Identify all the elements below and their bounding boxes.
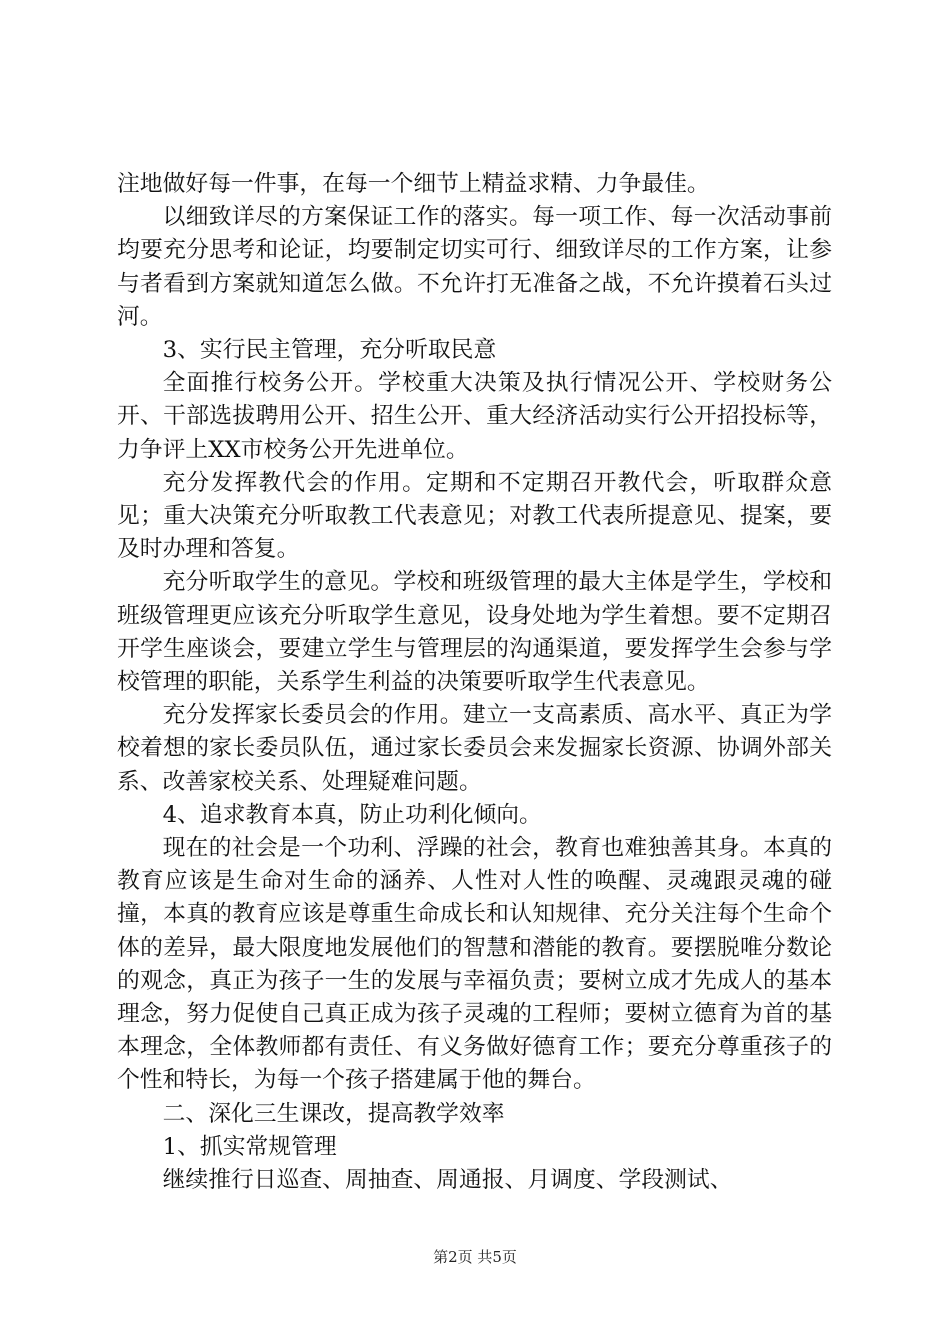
paragraph: 继续推行日巡查、周抽查、周通报、月调度、学段测试、 [162,1167,733,1194]
paragraph: 充分听取学生的意见。学校和班级管理的最大主体是学生，学校和班级管理更应该充分听取学生意见，设身处地为学生着想。要不定期召开学生座谈会，要建立学生与管理层的沟通渠道，要发挥学生会参与学校管理的职能，关系学生利益的决策要听取学生代表意见。 [117,569,832,696]
paragraph: 充分发挥家长委员会的作用。建立一支高素质、高水平、真正为学校着想的家长委员队伍，通过家长委员会来发掘家长资源、协调外部关系、改善家校关系、处理疑难问题。 [117,702,832,795]
paragraph: 二、深化三生课改，提高教学效率 [162,1100,505,1127]
paragraph: 1、抓实常规管理 [162,1133,337,1160]
paragraph: 充分发挥教代会的作用。定期和不定期召开教代会，听取群众意见；重大决策充分听取教工代表意见；对教工代表所提意见、提案，要及时办理和答复。 [117,469,832,563]
paragraph: 4、追求教育本真，防止功利化倾向。 [162,801,542,828]
paragraph: 注地做好每一件事，在每一个细节上精益求精、力争最佳。 [117,171,710,197]
page-footer: 第2页 共5页 [433,1248,517,1266]
paragraph: 现在的社会是一个功利、浮躁的社会，教育也难独善其身。本真的教育应该是生命对生命的涵养、人性对人性的唤醒、灵魂跟灵魂的碰撞，本真的教育应该是尊重生命成长和认知规律、充分关注每个生命个体的差异，最大限度地发展他们的智慧和潜能的教育。要摆脱唯分数论的观念，真正为孩子一生的发展与幸福负责；要树立成才先成人的基本理念，努力促使自己真正成为孩子灵魂的工程师；要树立德育为首的基本理念，全体教师都有责任、有义务做好德育工作；要充分尊重孩子的个性和特长，为每一个孩子搭建属于他的舞台。 [117,835,832,1094]
paragraph: 以细致详尽的方案保证工作的落实。每一项工作、每一次活动事前均要充分思考和论证，均要制定切实可行、细致详尽的工作方案，让参与者看到方案就知道怎么做。不允许打无准备之战，不允许摸着石头过河。 [117,204,832,330]
paragraph: 3、实行民主管理，充分听取民意 [162,337,497,364]
paragraph: 全面推行校务公开。学校重大决策及执行情况公开、学校财务公开、干部选拔聘用公开、招生公开、重大经济活动实行公开招投标等，力争评上XX市校务公开先进单位。 [117,370,832,463]
document-body [117,168,832,1197]
